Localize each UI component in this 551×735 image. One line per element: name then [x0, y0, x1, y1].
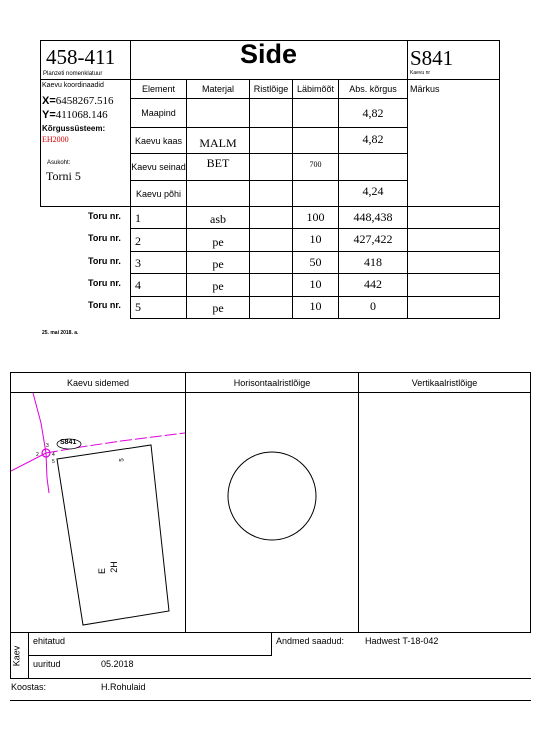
- row-element-maapind: Maapind: [141, 108, 176, 118]
- pipe-line-north: [33, 393, 46, 453]
- pipe-korgus-4: 442: [364, 276, 382, 291]
- col-vertikaal: Vertikaalristlõige: [411, 377, 478, 388]
- col-header-labimoot: Läbimõõt: [296, 84, 335, 94]
- building-outline: [57, 445, 169, 625]
- location-label: Asukoht:: [47, 160, 71, 166]
- pipe-labimoot-3: 50: [309, 254, 322, 269]
- horizontal-section-circle: [186, 393, 358, 632]
- pipe-labimoot-2: 10: [309, 231, 322, 246]
- uuritud-value: 05.2018: [101, 659, 134, 669]
- pipe-korgus-1: 448,438: [353, 209, 393, 224]
- pipe-materjal-1: asb: [210, 211, 226, 226]
- well-number-label: Kaevu nr: [410, 70, 431, 76]
- well-number: S841: [410, 46, 454, 70]
- row-materjal-kaas: MALM: [199, 136, 237, 150]
- pipe-labimoot-5: 10: [309, 298, 322, 313]
- x-coordinate: [42, 95, 114, 107]
- col-horisontaal: Horisontaalristlõige: [233, 377, 311, 388]
- row-korgus-maapind: 4,82: [362, 105, 384, 120]
- height-system-label: Kõrgussüsteem:: [42, 124, 106, 133]
- pipe-nr-5: 5: [135, 300, 141, 314]
- row-element-pohi: Kaevu põhi: [135, 188, 182, 199]
- col-header-ristloige: Ristlõige: [253, 84, 289, 94]
- pipe-line-south: [46, 453, 49, 493]
- pipe-label-2: Toru nr.: [88, 233, 121, 243]
- ehitatud-label: ehitatud: [33, 636, 66, 646]
- height-system-value: EH2000: [42, 135, 69, 144]
- well-connections-sketch: [11, 393, 185, 632]
- x-value: 6458267.516: [55, 95, 114, 107]
- pipe-korgus-5: 0: [370, 298, 376, 313]
- building-label: 2H: [108, 561, 119, 573]
- y-value: 411068.146: [55, 109, 108, 121]
- andmed-value: Hadwest T-18-042: [365, 636, 439, 646]
- col-header-element: Element: [141, 84, 176, 94]
- koostas-value: H.Rohulaid: [101, 682, 146, 692]
- pipe-labimoot-1: 100: [306, 209, 325, 224]
- row-korgus-pohi: 4,24: [362, 183, 384, 198]
- uuritud-label: uuritud: [33, 659, 61, 669]
- coords-label: Kaevu koordinaadid: [42, 82, 104, 89]
- pipe-line-west: [11, 453, 46, 471]
- kaev-label: Kaev: [11, 645, 22, 667]
- pipe-num-5: 5: [52, 459, 55, 465]
- page-title: Side: [239, 39, 298, 69]
- y-label: Y=: [42, 109, 56, 121]
- pipe-nr-3: 3: [135, 256, 141, 270]
- location-value: Torni 5: [46, 169, 81, 183]
- nomenclature-value: 458-411: [46, 45, 116, 69]
- col-header-materjal: Materjal: [201, 84, 234, 94]
- building-label-2: E: [97, 567, 108, 575]
- row-korgus-kaas: 4,82: [362, 131, 384, 146]
- pipe-num-4: 4: [52, 452, 55, 458]
- col-header-markus: Märkus: [410, 84, 440, 94]
- pipe-nr-4: 4: [135, 278, 141, 292]
- pipe-korgus-2: 427,422: [353, 231, 393, 246]
- col-kaevu-sidemed: Kaevu sidemed: [66, 377, 130, 388]
- koostas-label: Koostas:: [11, 682, 47, 692]
- row-element-seinad: Kaevu seinad: [131, 162, 186, 172]
- pipe-materjal-5: pe: [212, 300, 224, 315]
- pipe-label-1: Toru nr.: [88, 211, 121, 221]
- pipe-materjal-3: pe: [212, 256, 224, 271]
- pipe-korgus-3: 418: [364, 254, 382, 269]
- pipe-materjal-4: pe: [212, 278, 224, 293]
- row-labimoot-seinad: 700: [309, 159, 322, 169]
- row-element-kaas: Kaevu kaas: [134, 135, 183, 146]
- pipe-labimoot-4: 10: [309, 276, 322, 291]
- well-tag: S841: [60, 439, 77, 446]
- pipe-label-4: Toru nr.: [88, 278, 121, 288]
- pipe-materjal-2: pe: [212, 234, 224, 249]
- row-materjal-seinad: BET: [206, 155, 230, 170]
- andmed-label: Andmed saadud:: [276, 636, 345, 646]
- y-coordinate: [42, 109, 108, 121]
- pipe-nr-2: 2: [135, 234, 141, 248]
- x-label: X=: [42, 95, 56, 107]
- nomenclature-label: Planzeti nomenklatuur: [43, 71, 103, 77]
- pipe-label-3: Toru nr.: [88, 256, 121, 266]
- pipe-num-2: 2: [36, 452, 39, 458]
- document-date: 25. mai 2018. a.: [42, 330, 79, 336]
- pipe-label-5: Toru nr.: [88, 300, 121, 310]
- pipe-num-3: 3: [46, 443, 49, 449]
- col-header-korgus: Abs. kõrgus: [349, 84, 397, 94]
- pipe-nr-1: 1: [135, 211, 141, 225]
- building-number: 5: [119, 458, 126, 462]
